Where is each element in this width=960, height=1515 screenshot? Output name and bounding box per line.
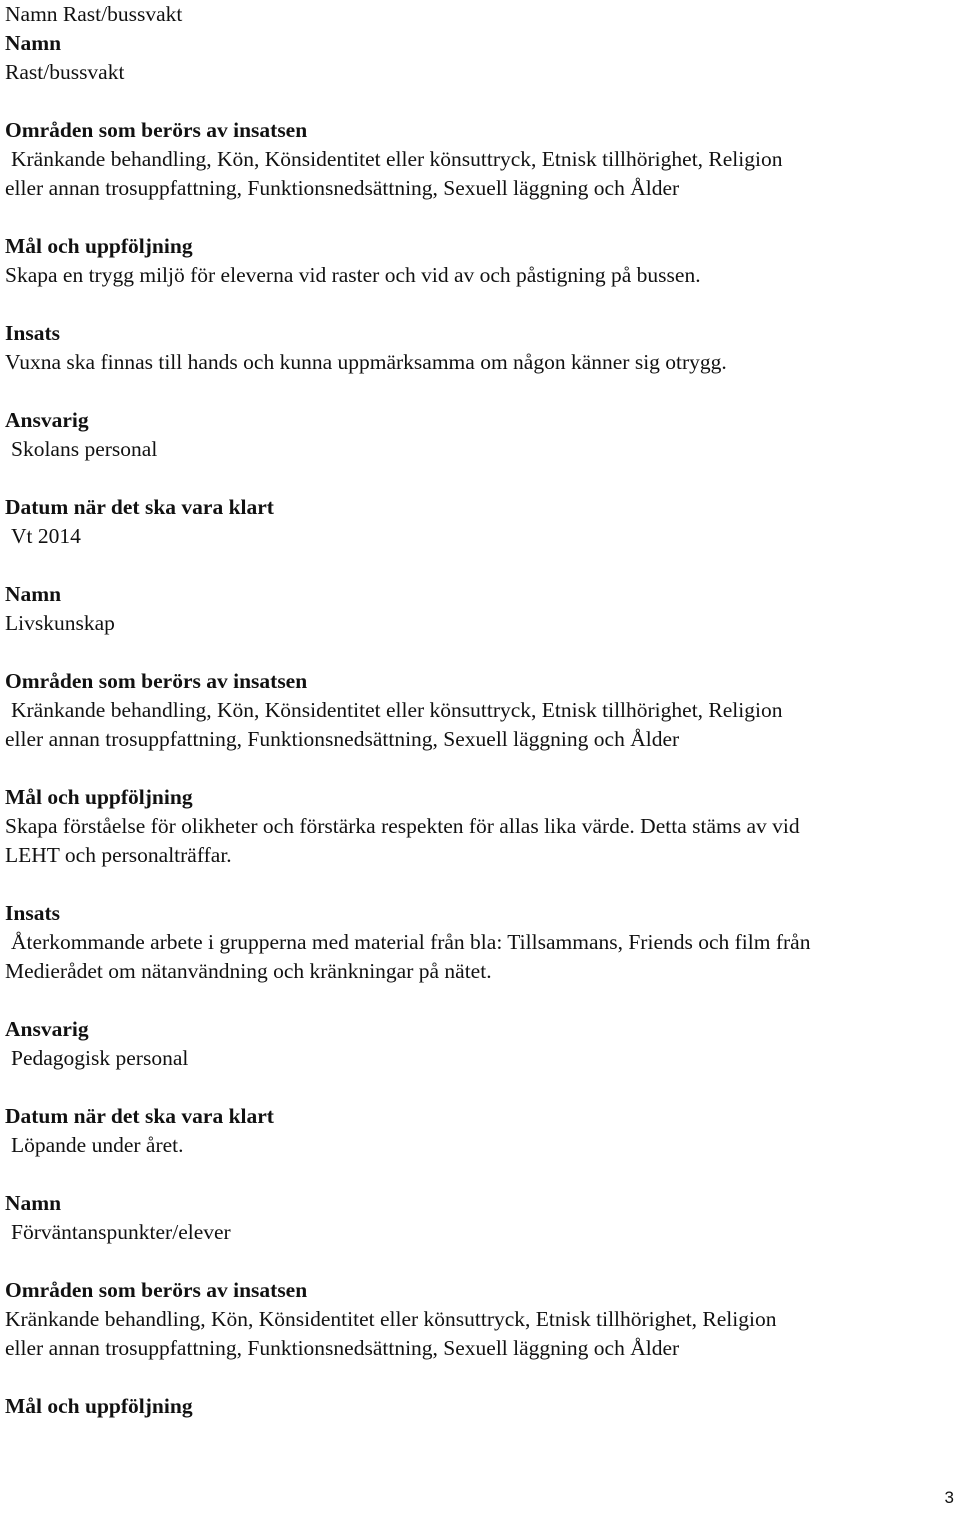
mal-text-line1: Skapa en trygg miljö för eleverna vid raster och vid av och påstigning på bussen. (5, 263, 701, 287)
insats-text-line1: Återkommande arbete i grupperna med material från bla: Tillsammans, Friends och film från (11, 930, 811, 954)
omraden-text-line1: Kränkande behandling, Kön, Könsidentitet eller könsuttryck, Etnisk tillhörighet, Religion (5, 1307, 777, 1331)
omraden-label: Områden som berörs av insatsen (5, 669, 308, 693)
omraden-text-line2: eller annan trosuppfattning, Funktionsnedsättning, Sexuell läggning och Ålder (5, 727, 680, 751)
namn-label: Namn (5, 582, 62, 606)
datum-label: Datum när det ska vara klart (5, 495, 274, 519)
omraden-label: Områden som berörs av insatsen (5, 1278, 308, 1302)
spacer (5, 638, 955, 667)
mal-label: Mål och uppföljning (5, 785, 193, 809)
spacer (5, 870, 955, 899)
ansvarig-value: Skolans personal (11, 437, 158, 461)
spacer (5, 203, 955, 232)
insats-label: Insats (5, 901, 60, 925)
spacer (5, 464, 955, 493)
spacer (5, 377, 955, 406)
omraden-text-line1: Kränkande behandling, Kön, Könsidentitet eller könsuttryck, Etnisk tillhörighet, Religion (11, 698, 783, 722)
omraden-label: Områden som berörs av insatsen (5, 118, 308, 142)
page-number: 3 (944, 1488, 954, 1507)
omraden-text-line2: eller annan trosuppfattning, Funktionsnedsättning, Sexuell läggning och Ålder (5, 176, 680, 200)
namn-label: Namn (5, 1191, 62, 1215)
entry-livskunskap (5, 580, 955, 1189)
mal-label: Mål och uppföljning (5, 234, 193, 258)
datum-value: Vt 2014 (11, 524, 81, 548)
namn-value: Livskunskap (5, 611, 115, 635)
spacer (5, 290, 955, 319)
header-line: Namn Rast/bussvakt (5, 2, 183, 26)
mal-text-line1: Skapa förståelse för olikheter och förstärka respekten för allas lika värde. Detta stäms av vid (5, 814, 800, 838)
spacer (5, 1073, 955, 1102)
omraden-text-line2: eller annan trosuppfattning, Funktionsnedsättning, Sexuell läggning och Ålder (5, 1336, 680, 1360)
document-page (5, 0, 955, 1421)
spacer (5, 1160, 955, 1189)
omraden-text-line1: Kränkande behandling, Kön, Könsidentitet eller könsuttryck, Etnisk tillhörighet, Religion (11, 147, 783, 171)
ansvarig-label: Ansvarig (5, 408, 89, 432)
spacer (5, 1247, 955, 1276)
namn-label: Namn (5, 31, 62, 55)
ansvarig-value: Pedagogisk personal (11, 1046, 189, 1070)
spacer (5, 551, 955, 580)
ansvarig-label: Ansvarig (5, 1017, 89, 1041)
spacer (5, 754, 955, 783)
entry-forvantanspunkter (5, 1189, 955, 1421)
entry-rast-bussvakt (5, 29, 955, 580)
spacer (5, 1363, 955, 1392)
datum-label: Datum när det ska vara klart (5, 1104, 274, 1128)
spacer (5, 87, 955, 116)
mal-text-line2: LEHT och personalträffar. (5, 843, 232, 867)
datum-value: Löpande under året. (11, 1133, 184, 1157)
spacer (5, 986, 955, 1015)
insats-label: Insats (5, 321, 60, 345)
insats-text-line1: Vuxna ska finnas till hands och kunna uppmärksamma om någon känner sig otrygg. (5, 350, 727, 374)
insats-text-line2: Medierådet om nätanvändning och kränkningar på nätet. (5, 959, 492, 983)
mal-label: Mål och uppföljning (5, 1394, 193, 1418)
namn-value: Förväntanspunkter/elever (11, 1220, 231, 1244)
namn-value: Rast/bussvakt (5, 60, 125, 84)
